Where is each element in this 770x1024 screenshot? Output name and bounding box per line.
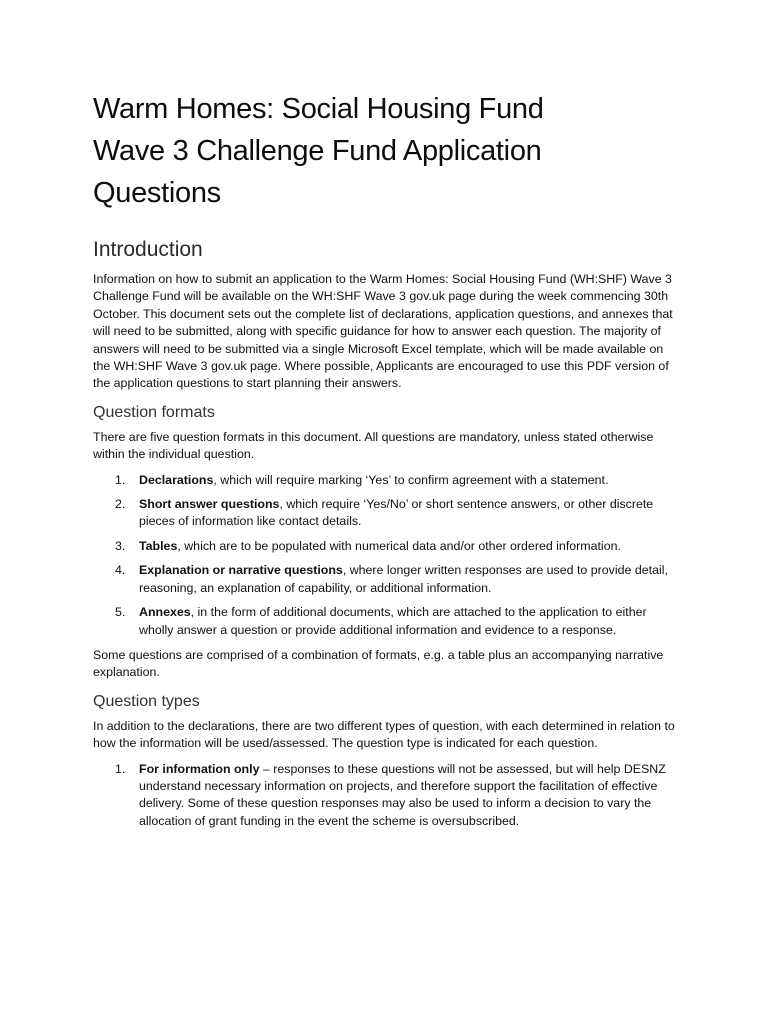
- question-formats-closing: Some questions are comprised of a combination of formats, e.g. a table plus an accompanying narrative explanation.: [93, 647, 664, 680]
- question-formats-list: [93, 472, 683, 639]
- list-item-text: , where longer written responses are used to provide detail, reasoning, an explanation of capability, or additional information.: [139, 563, 668, 595]
- question-formats-heading: Question formats: [93, 403, 215, 421]
- list-item: [93, 472, 683, 489]
- list-item: [93, 538, 683, 555]
- list-item-text: , which require ‘Yes/No’ or short sentence answers, or other discrete pieces of information like contact details.: [139, 497, 654, 529]
- document-title: [93, 88, 683, 214]
- list-item-text: , which are to be populated with numerical data and/or other ordered information.: [177, 538, 621, 553]
- list-item-term: Explanation or narrative questions: [139, 563, 343, 578]
- title-line-1: Warm Homes: Social Housing Fund: [93, 93, 544, 125]
- list-item-number: 5.: [115, 605, 126, 620]
- list-item: [93, 496, 683, 531]
- list-item-term: For information only: [139, 761, 260, 776]
- question-types-heading: Question types: [93, 692, 200, 710]
- title-line-2: Wave 3 Challenge Fund Application: [93, 135, 542, 167]
- list-item: [93, 761, 683, 831]
- list-item-text: – responses to these questions will not be assessed, but will help DESNZ understand necessary information on projects, and therefore support the facilitation of effective delivery. Some of these question responses may also be used to inform a decision to vary the allocation of grant funding in the event the scheme is oversubscribed.: [139, 761, 666, 828]
- list-item-number: 2.: [115, 497, 126, 512]
- question-types-list: [93, 761, 683, 831]
- list-item-term: Annexes: [139, 605, 191, 620]
- list-item-number: 1.: [115, 761, 126, 776]
- list-item-term: Tables: [139, 538, 178, 553]
- question-formats-intro: There are five question formats in this document. All questions are mandatory, unless stated otherwise within the individual question.: [93, 429, 654, 462]
- list-item-number: 1.: [115, 472, 126, 487]
- list-item-number: 3.: [115, 538, 126, 553]
- list-item-term: Declarations: [139, 472, 214, 487]
- list-item-text: , in the form of additional documents, which are attached to the application to either wholly answer a question or provide additional information and evidence to a response.: [139, 605, 647, 637]
- list-item: [93, 562, 683, 597]
- list-item-number: 4.: [115, 563, 126, 578]
- title-line-3: Questions: [93, 177, 221, 209]
- introduction-paragraph: Information on how to submit an application to the Warm Homes: Social Housing Fund (WH:SHF) Wave 3 Challenge Fund will be available on the WH:SHF Wave 3 gov.uk page during the week commencing 30th October. This document sets out the complete list of declarations, application questions, and annexes that will need to be submitted, along with specific guidance for how to answer each question. The majority of answers will need to be submitted via a single Microsoft Excel template, which will be made available on the WH:SHF Wave 3 gov.uk page. Where possible, Applicants are encouraged to use this PDF version of the application questions to start planning their answers.: [93, 272, 673, 391]
- introduction-heading: Introduction: [93, 238, 203, 261]
- list-item-text: , which will require marking ‘Yes’ to confirm agreement with a statement.: [213, 472, 609, 487]
- list-item: [93, 604, 683, 639]
- list-item-term: Short answer questions: [139, 497, 280, 512]
- document-page: [93, 88, 683, 838]
- question-types-intro: In addition to the declarations, there are two different types of question, with each determined in relation to how the information will be used/assessed. The question type is indicated for each question.: [93, 718, 675, 751]
